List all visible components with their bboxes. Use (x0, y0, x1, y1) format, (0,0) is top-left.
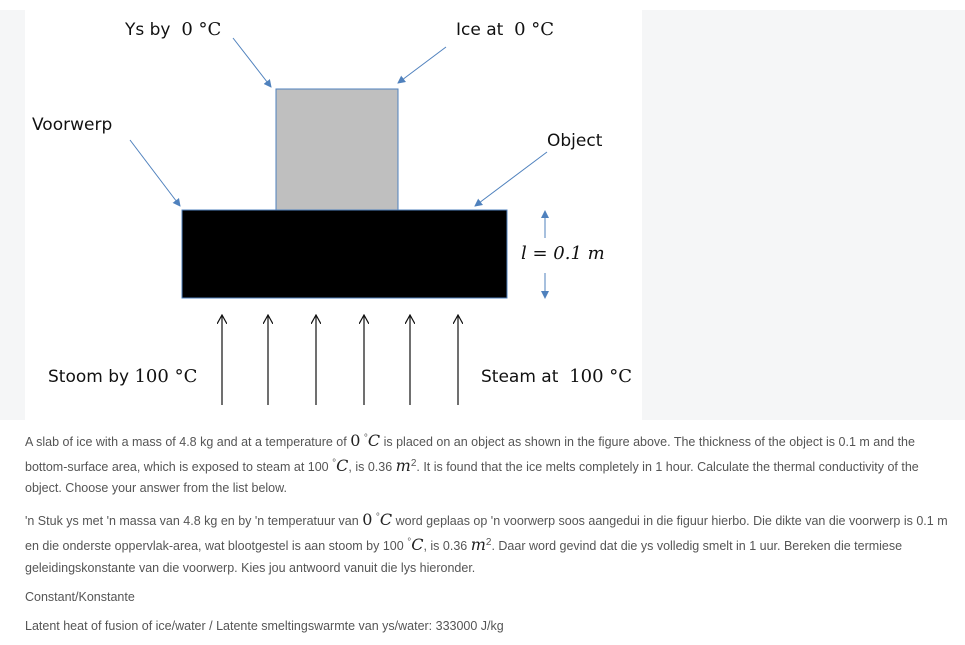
question-english: A slab of ice with a mass of 4.8 kg and at a temperature of 0 °C is placed on an object as shown in the figure above. The thickness of the object is 0.1 m and the bottom-surface area, which is exposed to steam at 100 °C, is 0.36 $m^2$. It is found that the ice melts completely in 1 hour. Calculate the thermal conductivity of the object. Choose your answer from the list below. (25, 431, 919, 496)
pointer-ice-at (398, 47, 446, 83)
label-steam-at: Steam at 100 °C (481, 366, 633, 387)
figure-drawing (25, 10, 642, 420)
heat-conduction-figure (25, 10, 642, 420)
label-stoom-by: Stoom by 100 °C (48, 366, 198, 387)
label-ice-at: Ice at 0 °C (456, 19, 555, 40)
label-ys-by: Ys by 0 °C (125, 19, 222, 40)
question-text (25, 428, 950, 645)
object-slab (182, 210, 507, 298)
pointer-object (475, 152, 547, 206)
ice-block (276, 89, 398, 210)
constant-heading: Constant/Konstante (25, 589, 135, 604)
label-voorwerp: Voorwerp (32, 115, 113, 135)
pointer-ys-by (233, 38, 271, 87)
latent-heat-constant: Latent heat of fusion of ice/water / Latente smeltingswarmte van ys/water: 333000 J/kg (25, 618, 504, 633)
label-object: Object (547, 131, 603, 151)
steam-arrows (222, 315, 458, 405)
label-thickness: l = 0.1 m (521, 243, 605, 264)
pointer-voorwerp (130, 140, 180, 206)
question-afrikaans: 'n Stuk ys met 'n massa van 4.8 kg en by 'n temperatuur van 0 °C word geplaas op 'n voorwerp soos aangedui in die figuur hierbo. Die dikte van die voorwerp is 0.1 m en die onderste oppervlak-area, wat blootgestel is aan stoom by 100 °C, is 0.36 $m^2$. Daar word gevind dat die ys volledig smelt in 1 uur. Bereken die termiese geleidingskonstante van die voorwerp. Kies jou antwoord vanuit die lys hieronder. (25, 510, 948, 575)
figure-backdrop (0, 10, 965, 420)
